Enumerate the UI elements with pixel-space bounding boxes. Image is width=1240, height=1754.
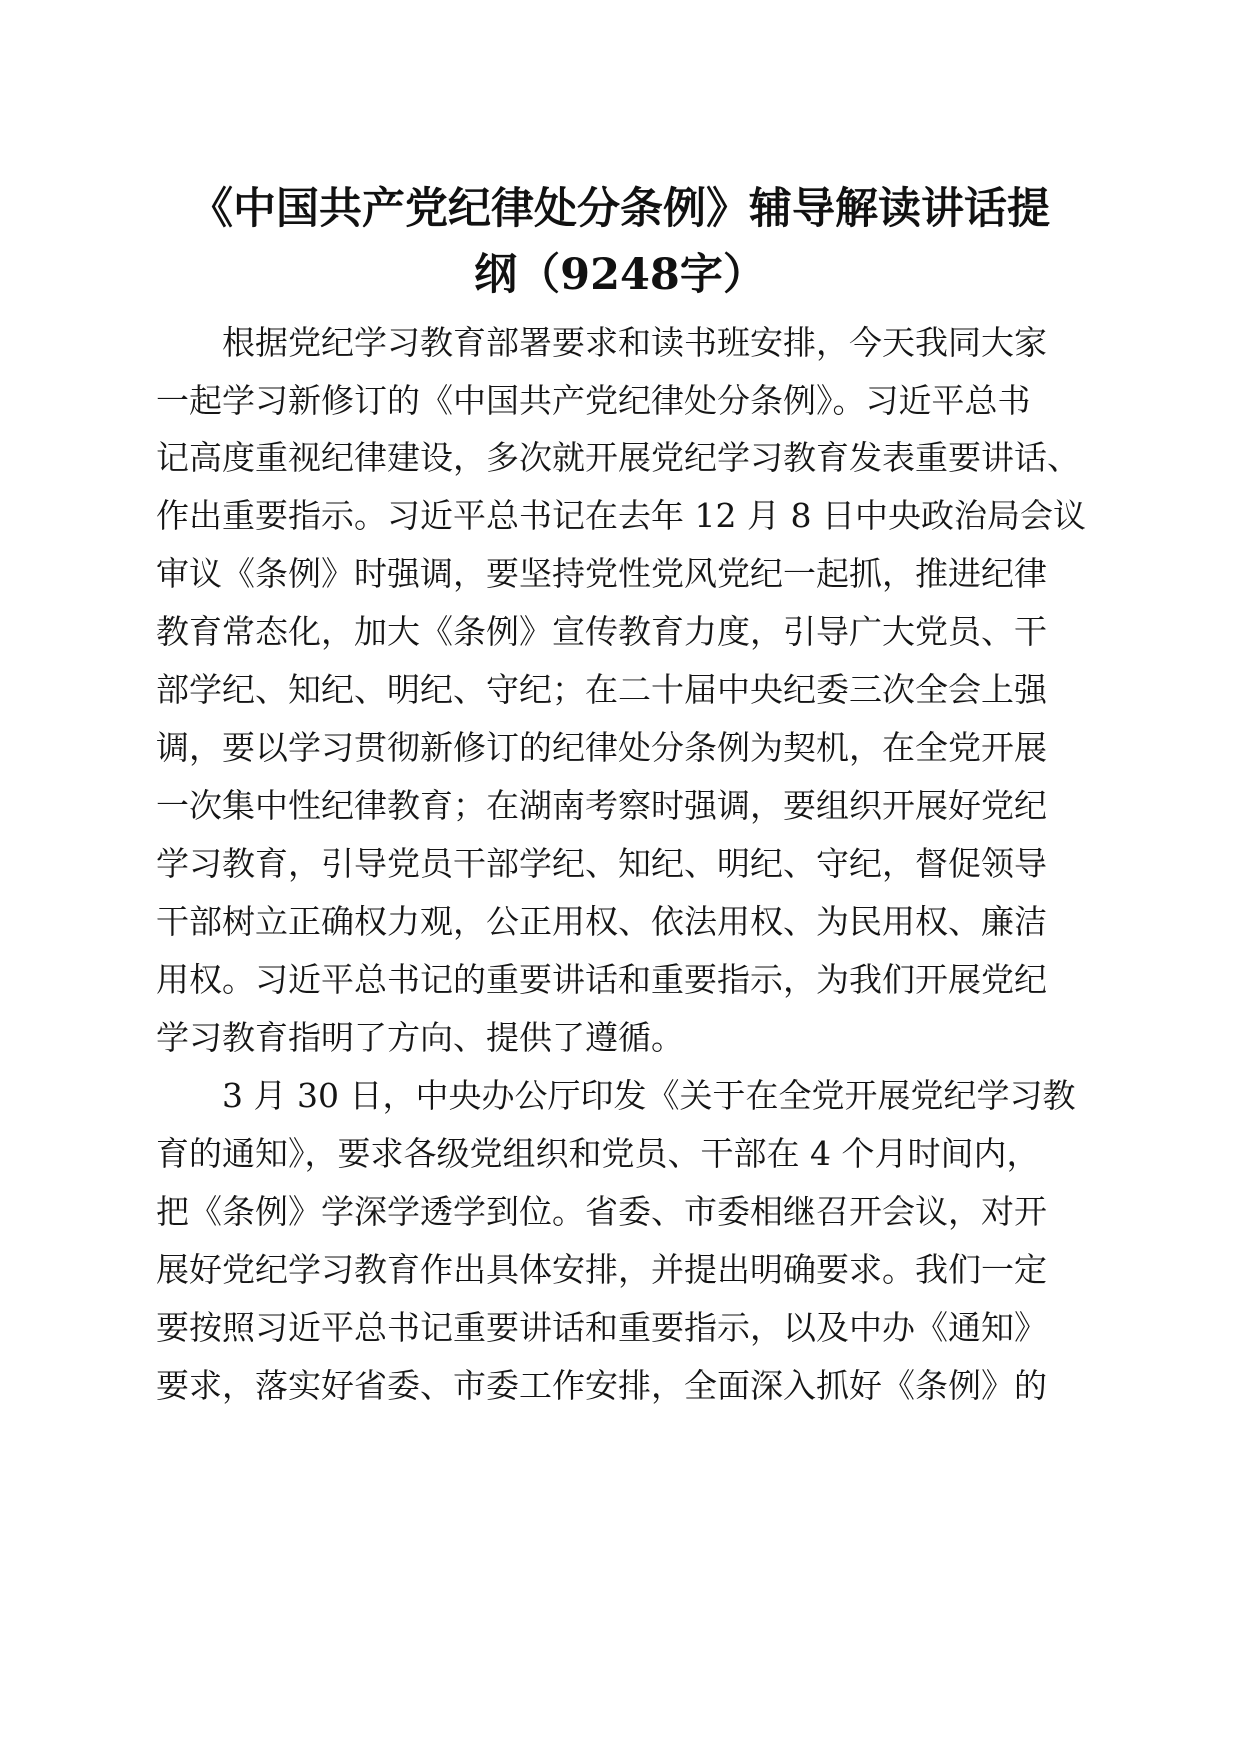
paragraph-line: 审议《条例》时强调，要坚持党性党风党纪一起抓，推进纪律 <box>156 554 1047 593</box>
title-line: 纲（9248字） <box>474 250 766 300</box>
paragraph-line: 作出重要指示。习近平总书记在去年 12 月 8 日中央政治局会议 <box>156 496 1086 535</box>
paragraph-line: 调，要以学习贯彻新修订的纪律处分条例为契机，在全党开展 <box>156 728 1047 767</box>
paragraph-line: 要按照习近平总书记重要讲话和重要指示，以及中办《通知》 <box>156 1308 1047 1347</box>
document-title <box>140 176 1100 308</box>
paragraph-line: 把《条例》学深学透学到位。省委、市委相继召开会议，对开 <box>156 1192 1047 1231</box>
paragraph-line: 根据党纪学习教育部署要求和读书班安排，今天我同大家 <box>222 323 1047 362</box>
paragraph-line: 一起学习新修订的《中国共产党纪律处分条例》。习近平总书 <box>156 381 1031 420</box>
paragraph-line: 教育常态化，加大《条例》宣传教育力度，引导广大党员、干 <box>156 612 1047 651</box>
paragraph-line: 一次集中性纪律教育；在湖南考察时强调，要组织开展好党纪 <box>156 786 1047 825</box>
paragraph-line: 学习教育指明了方向、提供了遵循。 <box>156 1018 684 1057</box>
paragraph-line: 部学纪、知纪、明纪、守纪；在二十届中央纪委三次全会上强 <box>156 670 1047 709</box>
paragraph-line: 3 月 30 日，中央办公厅印发《关于在全党开展党纪学习教 <box>222 1076 1076 1115</box>
paragraph-line: 学习教育，引导党员干部学纪、知纪、明纪、守纪，督促领导 <box>156 844 1047 883</box>
title-line: 《中国共产党纪律处分条例》辅导解读讲话提 <box>190 184 1050 234</box>
paragraph-line: 干部树立正确权力观，公正用权、依法用权、为民用权、廉洁 <box>156 902 1047 941</box>
paragraph-line: 展好党纪学习教育作出具体安排，并提出明确要求。我们一定 <box>156 1250 1047 1289</box>
paragraph-line: 记高度重视纪律建设，多次就开展党纪学习教育发表重要讲话、 <box>156 438 1080 477</box>
paragraph-line: 育的通知》，要求各级党组织和党员、干部在 4 个月时间内， <box>156 1134 1040 1173</box>
paragraph-line: 要求，落实好省委、市委工作安排，全面深入抓好《条例》的 <box>156 1366 1047 1405</box>
paragraph-line: 用权。习近平总书记的重要讲话和重要指示，为我们开展党纪 <box>156 960 1047 999</box>
